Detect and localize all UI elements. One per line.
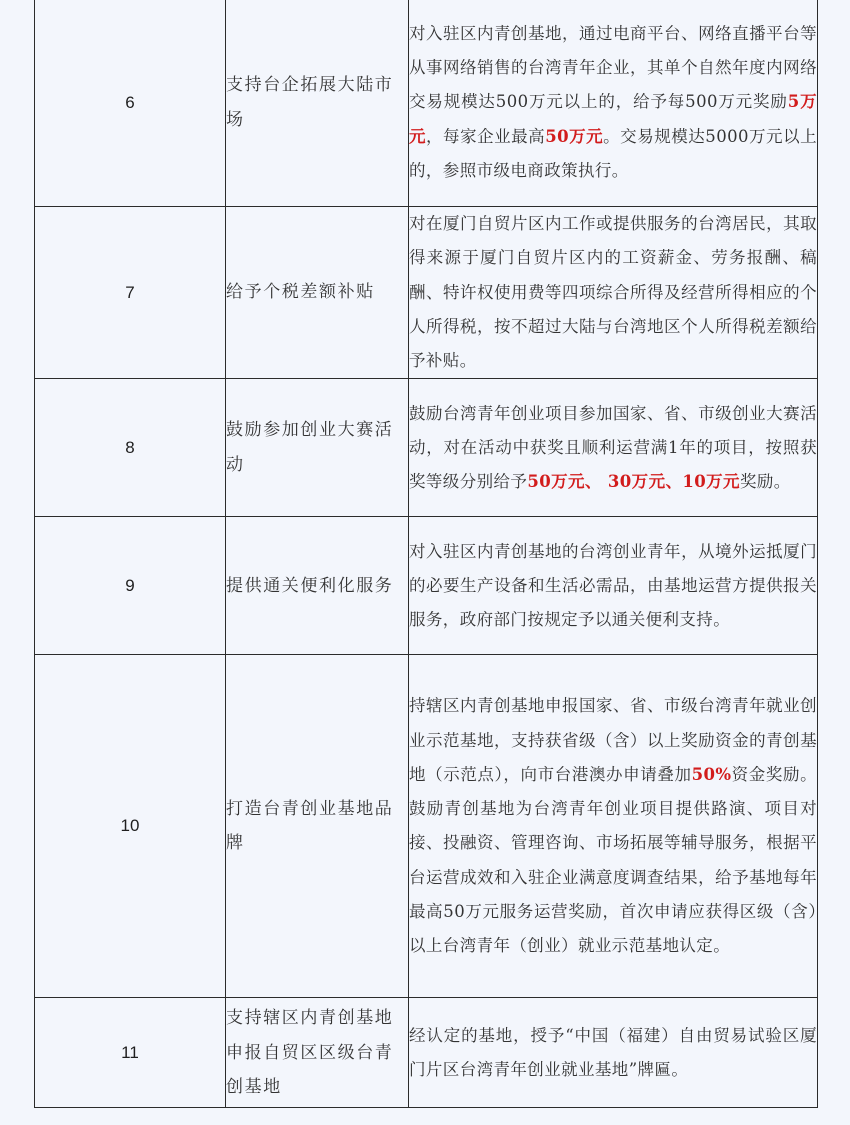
desc-text: 经认定的基地，授予“中国（福建）自由贸易试验区厦门片区台湾青年创业就业基地”牌匾。 — [409, 1025, 817, 1079]
table-row — [35, 207, 818, 379]
desc-text: 对在厦门自贸片区内工作或提供服务的台湾居民，其取得来源于厦门自贸片区内的工资薪金、劳务报酬、稿酬、特许权使用费等四项综合所得及经营所得相应的个人所得税，按不超过大陆与台湾地区个人所得税差额给予补贴。 — [409, 214, 817, 371]
row-number: 11 — [35, 998, 226, 1108]
desc-text: 。交易规模达5000万元以上的，参照市级电商政策执行。 — [409, 126, 817, 180]
desc-text: ，每家企业最高 — [426, 126, 546, 146]
row-number: 7 — [35, 207, 226, 379]
desc-text: 资金奖励。鼓励青创基地为台湾青年创业项目提供路演、项目对接、投融资、管理咨询、市场拓展等辅导服务，根据平台运营成效和入驻企业满意度调查结果，给予基地每年最高50万元服务运营奖励，首次申请应获得区级（含）以上台湾青年（创业）就业示范基地认定。 — [409, 764, 817, 956]
highlight-amount: 50万元、 30万元、10万元 — [527, 472, 740, 492]
policy-description — [409, 655, 818, 998]
policy-name: 打造台青创业基地品牌 — [226, 655, 409, 998]
table-row — [35, 0, 818, 207]
desc-text: 对入驻区内青创基地的台湾创业青年，从境外运抵厦门的必要生产设备和生活必需品，由基地运营方提供报关服务，政府部门按规定予以通关便利支持。 — [409, 541, 817, 630]
policy-table-container — [34, 0, 818, 1108]
desc-text: 奖励。 — [739, 472, 791, 492]
row-number: 8 — [35, 379, 226, 517]
policy-description — [409, 379, 818, 517]
policy-name: 提供通关便利化服务 — [226, 517, 409, 655]
policy-description — [409, 207, 818, 379]
highlight-amount: 5万元 — [409, 92, 818, 146]
desc-text: 鼓励台湾青年创业项目参加国家、省、市级创业大赛活动，对在活动中获奖且顺利运营满1年的项目，按照获奖等级分别给予 — [409, 403, 817, 492]
table-row — [35, 379, 818, 517]
policy-name: 鼓励参加创业大赛活动 — [226, 379, 409, 517]
row-number: 10 — [35, 655, 226, 998]
highlight-amount: 50万元 — [545, 126, 604, 146]
desc-text: 持辖区内青创基地申报国家、省、市级台湾青年就业创业示范基地，支持获省级（含）以上奖励资金的青创基地（示范点），向市台港澳办申请叠加 — [409, 696, 817, 784]
policy-name: 给予个税差额补贴 — [226, 207, 409, 379]
table-row — [35, 998, 818, 1108]
desc-text: 对入驻区内青创基地，通过电商平台、网络直播平台等从事网络销售的台湾青年企业，其单个自然年度内网络交易规模达500万元以上的，给予每500万元奖励 — [409, 23, 817, 112]
policy-name: 支持辖区内青创基地申报自贸区区级台青创基地 — [226, 998, 409, 1108]
highlight-amount: 50% — [691, 764, 732, 784]
table-row — [35, 655, 818, 998]
row-number: 9 — [35, 517, 226, 655]
policy-table — [34, 0, 818, 1108]
policy-name: 支持台企拓展大陆市场 — [226, 0, 409, 207]
policy-description — [409, 517, 818, 655]
policy-description — [409, 0, 818, 207]
policy-description — [409, 998, 818, 1108]
row-number: 6 — [35, 0, 226, 207]
table-row — [35, 517, 818, 655]
